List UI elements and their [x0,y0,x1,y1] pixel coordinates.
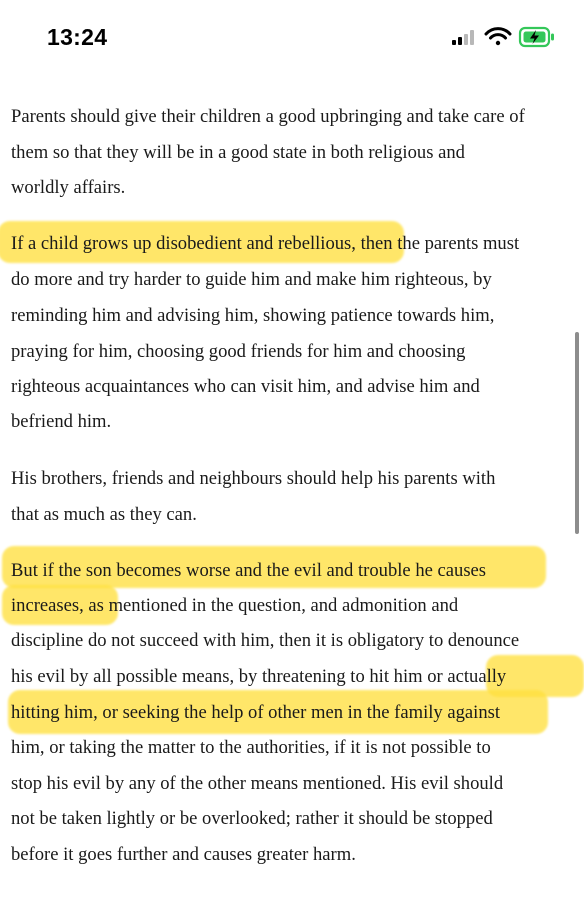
article-line: before it goes further and causes greater harm. [11,844,356,865]
wifi-icon [486,29,510,46]
battery-charging-icon [520,28,554,46]
status-icons [0,0,584,72]
article-line: befriend him. [11,411,112,432]
article-line: not be taken lightly or be overlooked; rather it should be stopped [11,808,493,829]
article-line: praying for him, choosing good friends for him and choosing [11,341,466,362]
article-line: that as much as they can. [11,504,197,525]
article-line: If a child grows up disobedient and rebellious, then the parents must [11,233,520,254]
article-line: him, or taking the matter to the authorities, if it is not possible to [11,737,491,758]
article-line: do more and try harder to guide him and make him righteous, by [11,269,492,290]
article-line: discipline do not succeed with him, then it is obligatory to denounce [11,630,520,651]
article-line: hitting him, or seeking the help of other men in the family against [11,702,501,723]
cellular-signal-icon [452,30,474,45]
article-line: righteous acquaintances who can visit him, and advise him and [11,376,480,397]
status-time: 13:24 [47,24,108,50]
status-bar [0,0,584,72]
article-line: His brothers, friends and neighbours should help his parents with [11,468,496,489]
vertical-scrollbar[interactable] [575,332,579,534]
article-line: his evil by all possible means, by threatening to hit him or actually [11,666,507,687]
article-line: reminding him and advising him, showing patience towards him, [11,305,495,326]
article-line: But if the son becomes worse and the evil and trouble he causes [11,560,487,581]
article-line: worldly affairs. [11,177,126,198]
article-line: them so that they will be in a good state in both religious and [11,142,465,163]
article-line: Parents should give their children a good upbringing and take care of [11,106,525,127]
article-line: stop his evil by any of the other means mentioned. His evil should [11,773,504,794]
article-line: increases, as mentioned in the question, and admonition and [11,595,459,616]
